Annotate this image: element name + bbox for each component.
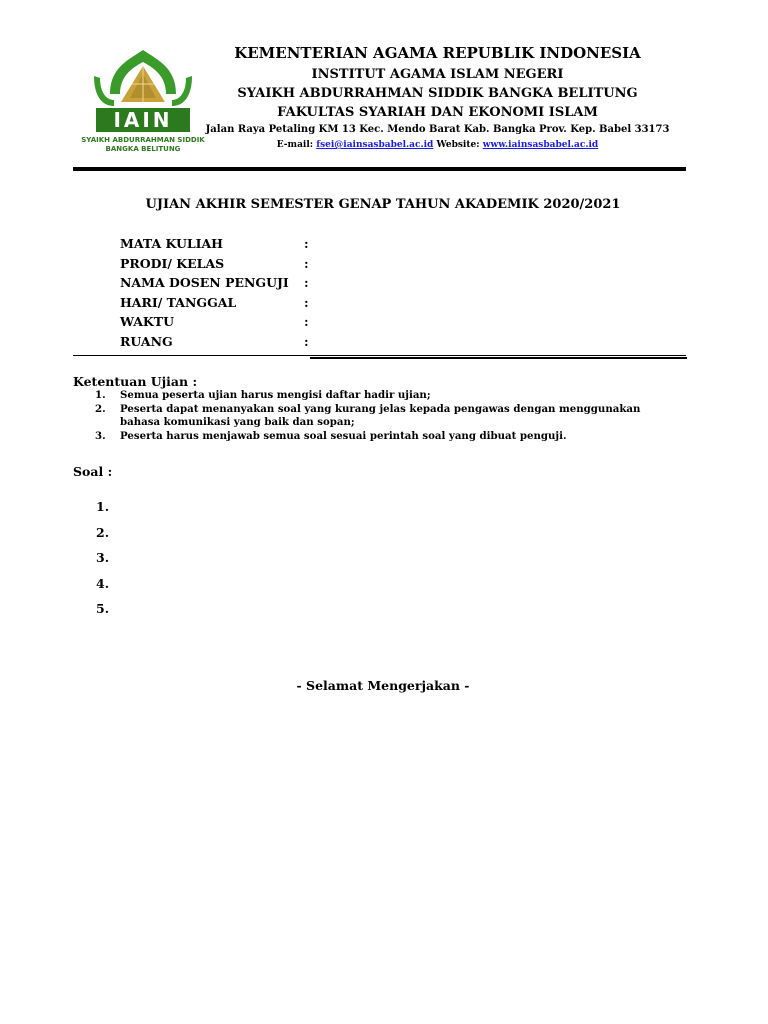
- rule-number: 2.: [95, 402, 106, 415]
- closing-message: - Selamat Mengerjakan -: [296, 678, 470, 693]
- field-label: NAMA DOSEN PENGUJI: [120, 275, 289, 291]
- field-colon: :: [304, 294, 309, 310]
- rule-item: [95, 430, 675, 444]
- field-row-mata-kuliah: [120, 236, 420, 256]
- email-label: E-mail:: [276, 140, 314, 150]
- field-colon: :: [304, 314, 309, 330]
- exam-info-fields: [120, 236, 420, 354]
- question-number: 3.: [96, 550, 110, 565]
- iain-logo: [81, 46, 205, 158]
- field-label: MATA KULIAH: [120, 236, 223, 251]
- rule-number: 3.: [95, 429, 106, 442]
- contact-line: [205, 141, 670, 150]
- field-label: PRODI/ KELAS: [120, 255, 225, 271]
- field-colon: :: [304, 275, 309, 291]
- letterhead-divider: [73, 167, 686, 171]
- question-number: 2.: [96, 524, 110, 540]
- rules-heading: Ketentuan Ujian :: [73, 374, 198, 389]
- field-label: HARI/ TANGGAL: [120, 294, 237, 310]
- rule-text: Peserta harus menjawab semua soal sesuai perintah soal yang dibuat penguji.: [120, 429, 567, 442]
- rules-list: [95, 389, 675, 443]
- address: Jalan Raya Petaling KM 13 Kec. Mendo Barat Kab. Bangka Prov. Kep. Babel 33173: [205, 124, 670, 135]
- field-colon: :: [304, 255, 309, 271]
- letterhead: [205, 42, 670, 150]
- field-row-waktu: [120, 314, 420, 334]
- fields-divider: [73, 355, 686, 356]
- field-row-ruang: [120, 334, 420, 354]
- fields-divider-right: [310, 357, 687, 359]
- question-number: 1.: [96, 499, 110, 514]
- ministry-name: KEMENTERIAN AGAMA REPUBLIK INDONESIA: [234, 44, 641, 62]
- rule-text: Semua peserta ujian harus mengisi daftar hadir ujian;: [120, 389, 431, 401]
- svg-text:BANGKA BELITUNG: BANGKA BELITUNG: [105, 145, 181, 153]
- questions-heading: Soal :: [73, 464, 113, 479]
- faculty-name: FAKULTAS SYARIAH DAN EKONOMI ISLAM: [277, 105, 598, 120]
- exam-title: UJIAN AKHIR SEMESTER GENAP TAHUN AKADEMIK 2020/2021: [145, 197, 621, 212]
- website-link[interactable]: www.iainsasbabel.ac.id: [482, 140, 599, 150]
- field-colon: :: [304, 333, 309, 349]
- institute-full-name: SYAIKH ABDURRAHMAN SIDDIK BANGKA BELITUNG: [237, 86, 638, 101]
- field-colon: :: [304, 236, 309, 251]
- rule-number: 1.: [95, 389, 106, 401]
- rule-item: [95, 389, 675, 403]
- field-label: RUANG: [120, 333, 173, 349]
- question-number: 4.: [96, 575, 110, 591]
- rule-text-continued: bahasa komunikasi yang baik dan sopan;: [120, 416, 355, 429]
- institute-name: INSTITUT AGAMA ISLAM NEGERI: [311, 67, 564, 82]
- field-row-nama-dosen: [120, 275, 420, 295]
- rule-item: [95, 403, 675, 430]
- field-row-hari-tanggal: [120, 295, 420, 315]
- rule-text: Peserta dapat menanyakan soal yang kurang jelas kepada pengawas dengan menggunakan: [120, 402, 641, 415]
- website-label: Website:: [436, 140, 480, 150]
- field-label: WAKTU: [120, 314, 175, 330]
- logo-wordmark: IAIN: [113, 108, 173, 132]
- svg-text:SYAIKH ABDURRAHMAN SIDDIK: SYAIKH ABDURRAHMAN SIDDIK: [81, 136, 205, 144]
- email-link[interactable]: fsei@iainsasbabel.ac.id: [316, 140, 434, 150]
- question-number: 5.: [96, 601, 110, 616]
- field-row-prodi-kelas: [120, 256, 420, 276]
- questions-list: [96, 498, 109, 626]
